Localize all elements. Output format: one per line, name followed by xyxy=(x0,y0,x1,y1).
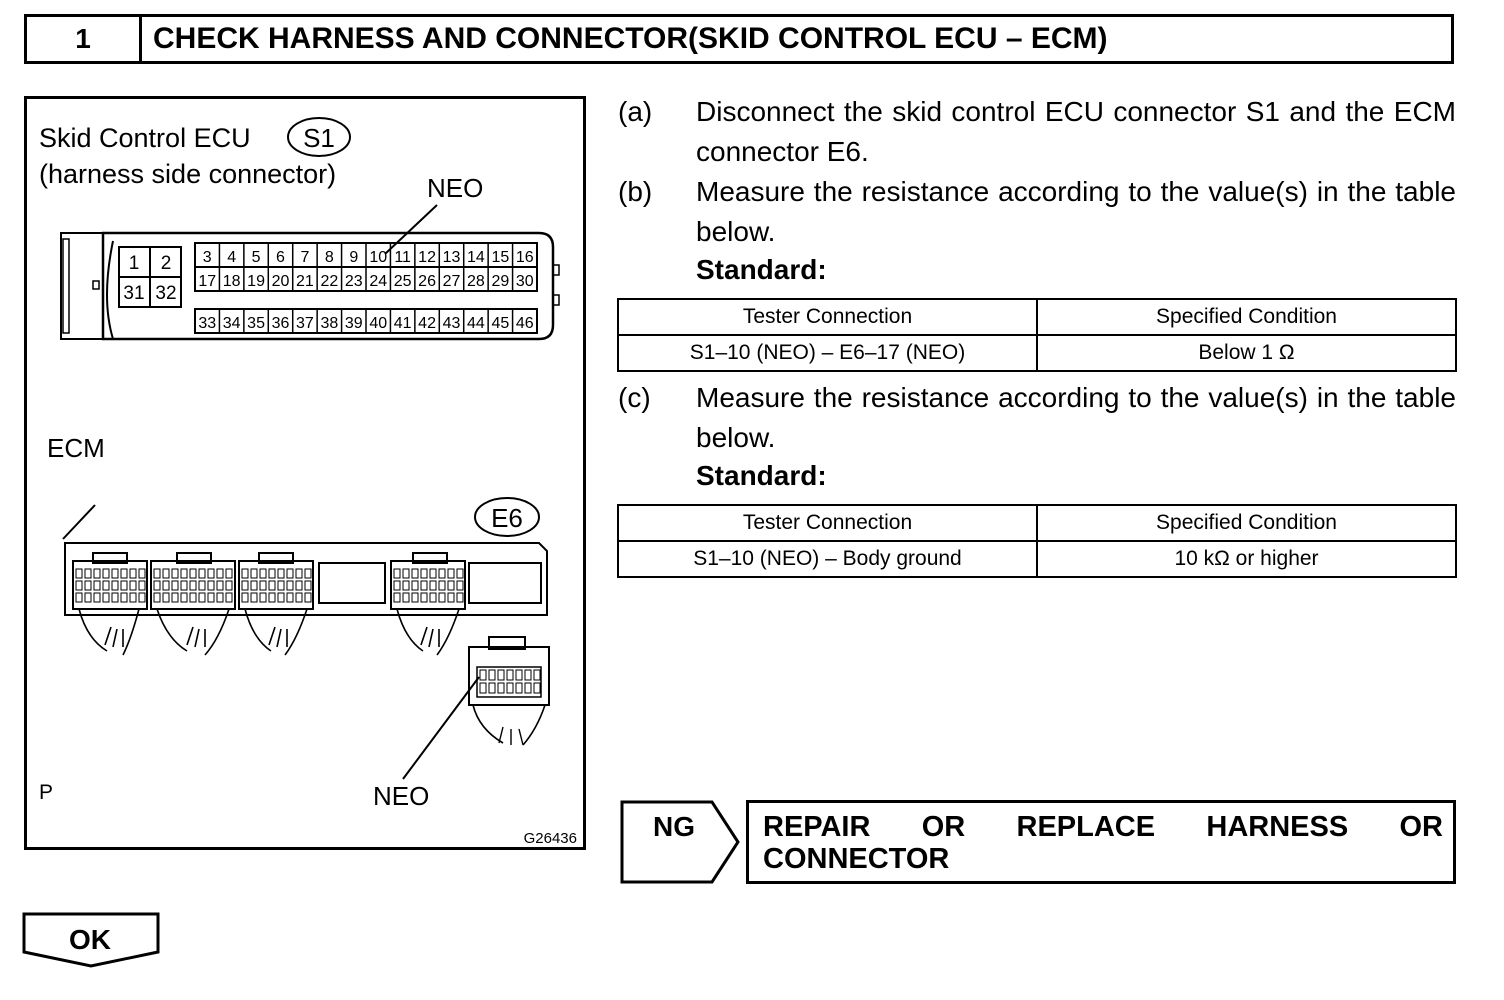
ecm-terminal xyxy=(457,569,463,578)
ecm-terminal xyxy=(251,593,257,602)
ecu-pin-label: 42 xyxy=(418,315,436,332)
table1-header-condition: Specified Condition xyxy=(1037,299,1456,335)
ecm-terminal xyxy=(403,593,409,602)
ecm-terminal xyxy=(287,581,293,590)
ecm-terminal xyxy=(226,581,232,590)
ng-action-line1: REPAIR OR REPLACE HARNESS OR xyxy=(763,811,1443,843)
table2-cell-tester: S1–10 (NEO) – Body ground xyxy=(618,541,1037,577)
neo-label-bottom: NEO xyxy=(373,781,430,811)
ecu-pin-label: 32 xyxy=(155,283,177,304)
ecm-terminal xyxy=(199,581,205,590)
ecm-terminal xyxy=(181,569,187,578)
table2-header-tester: Tester Connection xyxy=(618,505,1037,541)
ecm-terminal xyxy=(172,581,178,590)
ecm-terminal xyxy=(103,593,109,602)
ecm-terminal xyxy=(269,593,275,602)
ecu-pin-label: 5 xyxy=(251,249,261,266)
ecm-terminal xyxy=(76,581,82,590)
ecm-terminal xyxy=(94,581,100,590)
neo-label-top: NEO xyxy=(427,173,484,203)
ecu-pin-label: 36 xyxy=(271,315,290,332)
ecu-sublabel: (harness side connector) xyxy=(39,159,337,189)
ecm-terminal xyxy=(199,569,205,578)
ecm-terminal xyxy=(287,569,293,578)
ecu-pin-label: 26 xyxy=(418,273,436,290)
ecm-terminal xyxy=(430,581,436,590)
ecm-terminal xyxy=(208,569,214,578)
ecm-terminal xyxy=(85,593,91,602)
ecu-pin-label: 4 xyxy=(227,249,237,266)
ecu-pin-label: 38 xyxy=(320,315,339,332)
ecu-pin-label: 34 xyxy=(222,315,241,332)
e6-terminal xyxy=(516,683,522,693)
ecu-pin-label: 10 xyxy=(369,249,388,266)
neo-leader-bottom xyxy=(403,677,479,779)
ecu-pin-label: 13 xyxy=(442,249,461,266)
ecm-terminal xyxy=(394,581,400,590)
ecm-terminal xyxy=(242,593,248,602)
ecm-terminal xyxy=(190,593,196,602)
ecu-pin-label: 40 xyxy=(369,315,388,332)
ecm-terminal xyxy=(217,581,223,590)
ecm-terminal xyxy=(172,569,178,578)
ecm-terminal xyxy=(154,569,160,578)
ecu-pin-label: 14 xyxy=(467,249,485,266)
ecm-terminal xyxy=(208,593,214,602)
ecm-terminal xyxy=(94,569,100,578)
table1-header-tester: Tester Connection xyxy=(618,299,1037,335)
ecu-pin-label: 46 xyxy=(515,315,534,332)
ecu-pin-label: 17 xyxy=(198,273,217,290)
step-b-text: Measure the resistance according to the value(s) in the table below. xyxy=(696,176,1456,247)
ecm-terminal xyxy=(448,593,454,602)
ecm-terminal xyxy=(278,593,284,602)
ecm-terminal xyxy=(181,581,187,590)
ng-arrow-shape xyxy=(620,800,742,884)
ecm-terminal xyxy=(412,593,418,602)
ecu-pin-label: 8 xyxy=(324,249,334,266)
ecm-terminal xyxy=(163,569,169,578)
ecm-terminal xyxy=(403,569,409,578)
ecu-pin-label: 15 xyxy=(491,249,510,266)
neo-leader-top xyxy=(385,205,437,254)
e6-terminal xyxy=(534,683,540,693)
step-b-label: (b) xyxy=(618,176,653,207)
ecm-terminal xyxy=(190,569,196,578)
ecu-pin-label: 16 xyxy=(515,249,534,266)
ecm-terminal xyxy=(430,569,436,578)
ecm-terminal xyxy=(394,593,400,602)
table1-cell-tester: S1–10 (NEO) – E6–17 (NEO) xyxy=(618,335,1037,371)
ecu-pin-label: 28 xyxy=(467,273,485,290)
ecm-terminal xyxy=(85,581,91,590)
ecu-pin-label: 35 xyxy=(247,315,265,332)
ecm-terminal xyxy=(269,581,275,590)
ecm-terminal xyxy=(217,593,223,602)
ecm-terminal xyxy=(121,581,127,590)
ecm-terminal xyxy=(430,593,436,602)
ecm-terminal xyxy=(172,593,178,602)
ecm-terminal xyxy=(163,593,169,602)
step-a-label: (a) xyxy=(618,96,653,127)
ecu-pin-label: 11 xyxy=(394,249,411,266)
step-a-text: Disconnect the skid control ECU connector S1 and the ECM connector E6. xyxy=(696,96,1456,167)
ecm-terminal xyxy=(278,569,284,578)
ecm-terminal xyxy=(121,593,127,602)
ecm-terminal xyxy=(103,581,109,590)
step-b xyxy=(618,172,1456,252)
ecm-terminal xyxy=(305,569,311,578)
e6-terminal xyxy=(489,683,495,693)
ecm-terminal xyxy=(457,581,463,590)
ecm-terminal xyxy=(439,569,445,578)
e6-terminal xyxy=(507,670,513,680)
ecm-terminal xyxy=(269,569,275,578)
ecm-terminal xyxy=(130,593,136,602)
ecm-terminal xyxy=(439,593,445,602)
spec-table-2 xyxy=(617,504,1457,578)
ecu-pin-label: 7 xyxy=(300,249,310,266)
ecu-pin-label: 45 xyxy=(491,315,510,332)
step-a xyxy=(618,92,1456,172)
ecu-pin-label: 2 xyxy=(160,253,172,274)
ecm-terminal xyxy=(112,581,118,590)
ecm-terminal xyxy=(112,569,118,578)
ecm-terminal xyxy=(130,581,136,590)
ecm-unit xyxy=(65,543,547,615)
ng-action-box xyxy=(746,800,1456,884)
e6-terminal xyxy=(498,670,504,680)
step-title: CHECK HARNESS AND CONNECTOR(SKID CONTROL ECU – ECM) xyxy=(153,22,1108,55)
standard-label-2: Standard: xyxy=(696,460,827,491)
ecm-terminal xyxy=(226,593,232,602)
step-c-text: Measure the resistance according to the value(s) in the table below. xyxy=(696,382,1456,453)
ecm-terminal xyxy=(412,569,418,578)
ecm-terminal xyxy=(278,581,284,590)
ecu-pin-label: 22 xyxy=(320,273,339,290)
ecm-terminal xyxy=(85,569,91,578)
ecm-terminal xyxy=(448,569,454,578)
ecm-terminal xyxy=(394,569,400,578)
ecu-pin-label: 23 xyxy=(344,273,363,290)
ng-label: NG xyxy=(653,811,695,842)
procedure-header xyxy=(24,14,1454,64)
e6-code: E6 xyxy=(491,503,523,533)
ecu-pin-label: 27 xyxy=(442,273,461,290)
ecm-terminal xyxy=(296,581,302,590)
ecu-pin-label: 12 xyxy=(418,249,436,266)
ecm-terminal xyxy=(139,593,145,602)
ecu-pin-label: 37 xyxy=(296,315,314,332)
table2-cell-condition: 10 kΩ or higher xyxy=(1037,541,1456,577)
e6-terminal xyxy=(516,670,522,680)
ecu-pin-label: 39 xyxy=(344,315,363,332)
ecm-terminal xyxy=(421,581,427,590)
ecm-terminal xyxy=(154,581,160,590)
ecu-pin-label: 21 xyxy=(296,273,314,290)
step-c-label: (c) xyxy=(618,382,651,413)
ecm-terminal xyxy=(130,569,136,578)
ecm-terminal xyxy=(139,581,145,590)
ecm-terminal xyxy=(421,569,427,578)
ecu-label: Skid Control ECU xyxy=(39,123,251,153)
spec-table-1 xyxy=(617,298,1457,372)
ecm-terminal xyxy=(251,569,257,578)
e6-terminal xyxy=(498,683,504,693)
ecu-pin-label: 19 xyxy=(247,273,265,290)
ecu-pin-label: 18 xyxy=(222,273,241,290)
ecm-terminal xyxy=(190,581,196,590)
ecu-pin-label: 20 xyxy=(271,273,290,290)
ecm-terminal xyxy=(296,593,302,602)
ecm-terminal xyxy=(139,569,145,578)
e6-terminal xyxy=(534,670,540,680)
ecu-pin-label: 9 xyxy=(349,249,359,266)
ecm-terminal xyxy=(76,569,82,578)
corner-mark: P xyxy=(39,781,54,804)
ng-branch xyxy=(620,800,742,884)
e6-terminal xyxy=(480,683,486,693)
e6-connector xyxy=(469,637,549,745)
ecu-pin-label: 25 xyxy=(393,273,412,290)
ecm-terminal xyxy=(242,581,248,590)
ecu-pin-label: 3 xyxy=(202,249,212,266)
ecm-terminal xyxy=(181,593,187,602)
ecm-terminal xyxy=(163,581,169,590)
ecu-pin-label: 31 xyxy=(123,283,145,304)
ecm-leader xyxy=(63,505,95,539)
connector-drawing xyxy=(27,99,583,847)
ecm-terminal xyxy=(199,593,205,602)
ng-action-line2: CONNECTOR xyxy=(763,843,950,875)
connector-diagram xyxy=(24,96,586,850)
e6-terminal xyxy=(507,683,513,693)
ecm-terminal xyxy=(154,593,160,602)
ok-branch xyxy=(22,912,162,970)
step-c xyxy=(618,378,1456,458)
ecm-terminal xyxy=(112,593,118,602)
table2-header-condition: Specified Condition xyxy=(1037,505,1456,541)
ecm-terminal xyxy=(439,581,445,590)
ecu-pin-label: 43 xyxy=(442,315,461,332)
ecm-terminal xyxy=(94,593,100,602)
e6-terminal xyxy=(489,670,495,680)
ecu-pin-label: 44 xyxy=(467,315,485,332)
ecm-terminal xyxy=(208,581,214,590)
ecu-pin-label: 24 xyxy=(369,273,388,290)
e6-terminal xyxy=(525,683,531,693)
e6-terminal xyxy=(480,670,486,680)
ecm-terminal xyxy=(251,581,257,590)
ecm-terminal xyxy=(287,593,293,602)
ecm-terminal xyxy=(242,569,248,578)
ecu-pin-label: 6 xyxy=(276,249,285,266)
ecu-pin-label: 30 xyxy=(515,273,534,290)
ok-label: OK xyxy=(69,924,111,955)
s1-code: S1 xyxy=(303,123,335,153)
ecu-pin-label: 1 xyxy=(128,253,140,274)
ecu-pin-label: 41 xyxy=(393,315,412,332)
ecm-terminal xyxy=(121,569,127,578)
ok-arrow-shape xyxy=(22,912,162,970)
ecu-pin-label: 33 xyxy=(198,315,217,332)
ecm-terminal xyxy=(412,581,418,590)
standard-label-1: Standard: xyxy=(696,254,827,285)
ecm-terminal xyxy=(217,569,223,578)
ecm-terminal xyxy=(103,569,109,578)
ecm-terminal xyxy=(76,593,82,602)
ecu-pin-label: 29 xyxy=(491,273,510,290)
ecm-terminal xyxy=(260,593,266,602)
ecm-terminal xyxy=(448,581,454,590)
ecm-label: ECM xyxy=(47,433,105,463)
ecm-terminal xyxy=(305,581,311,590)
ecm-terminal xyxy=(226,569,232,578)
ecm-terminal xyxy=(305,593,311,602)
step-number: 1 xyxy=(27,17,142,61)
figure-id: G26436 xyxy=(523,830,577,847)
e6-terminal xyxy=(525,670,531,680)
ecm-terminal xyxy=(457,593,463,602)
ecm-terminal xyxy=(296,569,302,578)
ecm-terminal xyxy=(260,569,266,578)
ecm-terminal xyxy=(421,593,427,602)
ecm-terminal xyxy=(260,581,266,590)
ecm-terminal xyxy=(403,581,409,590)
table1-cell-condition: Below 1 Ω xyxy=(1037,335,1456,371)
